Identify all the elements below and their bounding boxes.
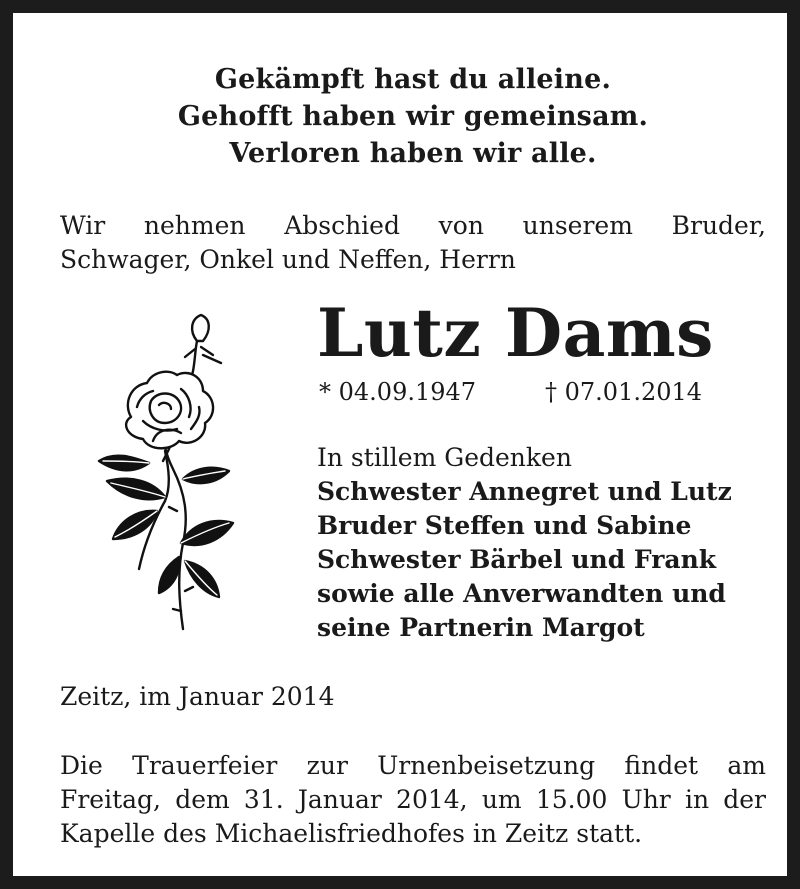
mourner-line: sowie alle Anverwandten und bbox=[317, 579, 726, 608]
mourners-list bbox=[317, 475, 732, 645]
motto bbox=[13, 61, 800, 172]
deceased-name: Lutz Dams bbox=[317, 294, 714, 372]
intro-line: Schwager, Onkel und Neffen, Herrn bbox=[60, 245, 516, 274]
rose-icon bbox=[61, 311, 261, 631]
mourner-line: Schwester Bärbel und Frank bbox=[317, 545, 717, 574]
mourner-line: Schwester Annegret und Lutz bbox=[317, 477, 732, 506]
death-date: † 07.01.2014 bbox=[545, 378, 703, 406]
service-line: Kapelle des Michaelisfriedhofes in Zeitz statt. bbox=[60, 819, 643, 848]
service-notice bbox=[60, 749, 766, 851]
motto-line: Gehofft haben wir gemeinsam. bbox=[177, 101, 649, 132]
service-line: Freitag, dem 31. Januar 2014, um 15.00 Uhr in der bbox=[60, 785, 766, 814]
birth-date: * 04.09.1947 bbox=[319, 378, 477, 406]
intro-line: Wir nehmen Abschied von unserem Bruder, bbox=[60, 211, 766, 240]
place-date: Zeitz, im Januar 2014 bbox=[60, 682, 335, 711]
motto-line: Gekämpft hast du alleine. bbox=[214, 64, 612, 95]
mourners-block bbox=[317, 441, 732, 645]
service-line: Die Trauerfeier zur Urnenbeisetzung findet am bbox=[60, 751, 766, 780]
mourner-line: seine Partnerin Margot bbox=[317, 613, 645, 642]
motto-line: Verloren haben wir alle. bbox=[229, 138, 597, 169]
intro-text bbox=[60, 209, 766, 277]
mourner-line: Bruder Steffen und Sabine bbox=[317, 511, 692, 540]
mourners-intro: In stillem Gedenken bbox=[317, 443, 572, 472]
